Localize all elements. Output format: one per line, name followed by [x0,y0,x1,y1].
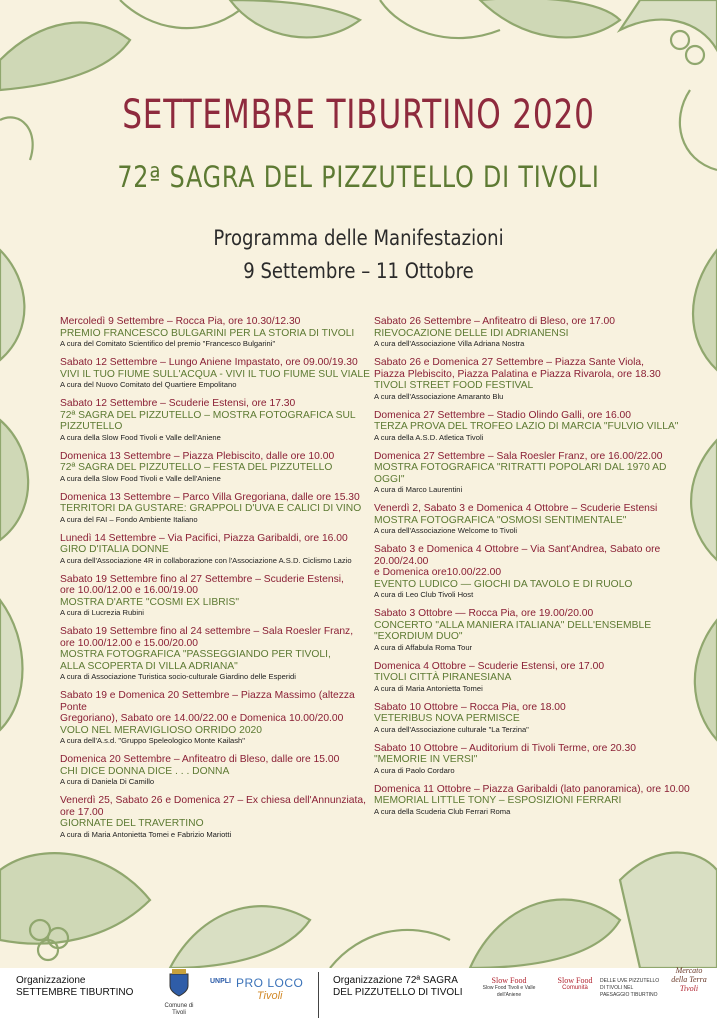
mercato-label-1: Mercato [675,966,703,975]
event-date-location: Domenica 27 Settembre – Stadio Olindo Galli, ore 16.00 [374,409,631,421]
event-title: PREMIO FRANCESCO BULGARINI PER LA STORIA DI TIVOLI [60,327,355,339]
event-date-location: Sabato 12 Settembre – Scuderie Estensi, ore 17.30 [60,398,296,409]
event-date-location: Sabato 26 Settembre – Anfiteatro di Bleso, ore 17.00 [374,316,615,327]
event-organizer: A cura di Maria Antonietta Tomei e Fabrizio Mariotti [60,829,232,839]
footer-organizer-2-name: DEL PIZZUTELLO DI TIVOLI [333,987,463,998]
event-item [60,398,380,443]
event-title: TERRITORI DA GUSTARE: GRAPPOLI D'UVA E CALICI DI VINO [60,503,362,514]
event-date-location: Sabato 19 e Domenica 20 Settembre – Piazza Massimo (altezza Ponte Gregoriano), Sabato ore 14.00/22.00 e Domenica 10.00/20.00 [60,690,355,724]
event-item [374,503,694,536]
proloco-city: Tivoli [256,990,283,1002]
event-item [60,795,380,840]
event-title: TERZA PROVA DEL TROFEO LAZIO DI MARCIA "FULVIO VILLA" [374,421,679,432]
event-item [374,608,694,653]
slowfood-1-sub: Slow Food Tivoli e Valle dell'Aniene [482,985,536,998]
slowfood-2-sub: Comunità [562,985,588,991]
comune-logo [158,968,200,1017]
mercato-terra-logo [664,966,714,993]
event-title: MOSTRA FOTOGRAFICA "OSMOSI SENTIMENTALE" [374,514,627,526]
event-item [374,743,694,776]
event-item [374,357,694,402]
slowfood-1-label: Slow Food [491,976,527,985]
event-title: MOSTRA FOTOGRAFICA "RITRATTI POPOLARI DAL 1970 AD OGGI" [374,462,667,485]
event-item [60,690,380,746]
event-date-location: Sabato 19 Settembre fino al 24 settembre – Sala Roesler Franz, ore 10.00/12.00 e 15.00/20.00 [60,626,354,649]
event-organizer: A cura dell'Associazione Amaranto Blu [374,391,504,401]
footer-organizer-2-label: Organizzazione 72ª SAGRA [333,975,458,986]
event-organizer: A cura di Paolo Cordaro [374,765,455,775]
event-title: VIVI IL TUO FIUME SULL'ACQUA - VIVI IL TUO FIUME SUL VIALE [60,368,370,380]
event-item [374,316,694,349]
event-organizer: A cura di Daniela Di Camillo [60,777,155,786]
program-dates: 9 Settembre – 11 Ottobre [243,259,474,283]
event-date-location: Domenica 4 Ottobre – Scuderie Estensi, ore 17.00 [374,660,605,672]
event-title: RIEVOCAZIONE DELLE IDI ADRIANENSI [374,327,569,339]
slowfood-logo-2 [552,976,598,992]
event-title: VOLO NEL MERAVIGLIOSO ORRIDO 2020 [60,724,262,736]
event-date-location: Sabato 10 Ottobre – Rocca Pia, ore 18.00 [374,701,566,713]
event-item [374,544,694,600]
event-organizer: A cura del FAI – Fondo Ambiente Italiano [60,514,198,524]
event-organizer: A cura del Comitato Scientifico del premio "Francesco Bulgarini" [60,339,276,348]
event-item [374,410,694,443]
event-organizer: A cura della Slow Food Tivoli e Valle dell'Aniene [60,432,221,442]
event-date-location: Domenica 13 Settembre – Parco Villa Gregoriana, dalle ore 15.30 [60,491,360,503]
event-item [60,754,380,787]
page-title: SETTEMBRE TIBURTINO 2020 [122,92,595,138]
event-organizer: A cura dell'Associazione culturale "La Terzina" [374,724,529,734]
event-date-location: Sabato 10 Ottobre – Auditorium di Tivoli Terme, ore 20.30 [374,742,636,754]
event-organizer: A cura di Marco Laurentini [374,485,463,494]
event-date-location: Domenica 13 Settembre – Piazza Plebiscito, dalle ore 10.00 [60,450,335,462]
event-item [60,626,380,682]
proloco-logo [236,976,303,1002]
event-title: MOSTRA FOTOGRAFICA "PASSEGGIANDO PER TIVOLI, ALLA SCOPERTA DI VILLA ADRIANA" [60,649,331,672]
footer-separator [318,972,319,1018]
event-organizer: A cura dell'A.s.d. "Gruppo Speleologico Monte Kailash" [60,736,245,745]
event-organizer: A cura di Maria Antonietta Tomei [374,683,483,693]
event-title: 72ª SAGRA DEL PIZZUTELLO – MOSTRA FOTOGRAFICA SUL PIZZUTELLO [60,409,356,432]
event-item [60,533,380,566]
event-organizer: A cura della Scuderia Club Ferrari Roma [374,806,511,816]
event-organizer: A cura di Leo Club Tivoli Host [374,590,474,599]
event-date-location: Domenica 20 Settembre – Anfiteatro di Bleso, dalle ore 15.00 [60,754,340,765]
event-item [374,702,694,735]
event-organizer: A cura dell'Associazione Welcome to Tivoli [374,526,518,535]
program-title: Programma delle Manifestazioni [213,226,504,250]
event-item [60,316,380,349]
event-organizer: A cura dell'Associazione 4R in collaborazione con l'Associazione A.S.D. Ciclismo Lazio [60,555,352,565]
event-title: TIVOLI CITTÀ PIRANESIANA [374,672,512,683]
event-item [60,357,380,390]
event-item [374,661,694,694]
event-title: TIVOLI STREET FOOD FESTIVAL [374,380,534,391]
event-organizer: A cura della Slow Food Tivoli e Valle dell'Aniene [60,473,221,483]
mercato-label-2: della Terra [671,975,707,984]
event-title: MOSTRA D'ARTE "COSMI EX LIBRIS" [60,596,240,608]
event-title: EVENTO LUDICO — GIOCHI DA TAVOLO E DI RUOLO [374,578,633,590]
event-title: MEMORIAL LITTLE TONY – ESPOSIZIONI FERRARI [374,795,622,806]
event-title: 72ª SAGRA DEL PIZZUTELLO – FESTA DEL PIZZUTELLO [60,462,333,473]
event-date-location: Sabato 19 Settembre fino al 27 Settembre – Scuderie Estensi, ore 10.00/12.00 e 16.00/19.00 [60,573,344,596]
event-organizer: A cura di Lucrezia Rubini [60,608,144,617]
event-date-location: Lunedì 14 Settembre – Via Pacifici, Piazza Garibaldi, ore 16.00 [60,532,348,544]
presidio-label: DELLE UVE PIZZUTELLO DI TIVOLI NEL PAESAGGIO TIBURTINO [600,978,660,998]
events-right-column [374,316,694,825]
event-title: CHI DICE DONNA DICE . . . DONNA [60,765,230,777]
footer-organizer-2 [333,975,462,999]
event-date-location: Sabato 26 e Domenica 27 Settembre – Piazza Sante Viola, Piazza Plebiscito, Piazza Palatina e Piazza Rivarola, ore 18.30 [374,357,661,380]
event-title: CONCERTO "ALLA MANIERA ITALIANA" DELL'ENSEMBLE "EXORDIUM DUO" [374,619,652,642]
mercato-label-3: Tivoli [679,984,699,993]
event-date-location: Sabato 3 Ottobre — Rocca Pia, ore 19.00/20.00 [374,608,594,619]
event-title: GIRO D'ITALIA DONNE [60,544,169,555]
footer-organizer-1 [16,975,133,999]
slowfood-logo-1 [470,976,548,999]
event-date-location: Sabato 12 Settembre – Lungo Aniene Impastato, ore 09.00/19.30 [60,357,358,368]
event-date-location: Venerdì 25, Sabato 26 e Domenica 27 – Ex chiesa dell'Annunziata, ore 17.00 [60,795,366,818]
event-date-location: Domenica 27 Settembre – Sala Roesler Franz, ore 16.00/22.00 [374,450,663,462]
event-item [60,574,380,619]
event-title: GIORNATE DEL TRAVERTINO [60,818,204,829]
event-date-location: Mercoledì 9 Settembre – Rocca Pia, ore 10.30/12.30 [60,316,301,327]
event-organizer: A cura di Affabula Roma Tour [374,642,473,652]
event-organizer: A cura della A.S.D. Atletica Tivoli [374,432,484,442]
event-title: "MEMORIE IN VERSI" [374,754,478,765]
page-subtitle: 72ª SAGRA DEL PIZZUTELLO DI TIVOLI [117,160,600,194]
events-left-column [60,316,380,848]
comune-label: Comune di Tivoli [164,1003,194,1016]
event-title: VETERIBUS NOVA PERMISCE [374,713,520,724]
event-organizer: A cura dell'Associazione Villa Adriana Nostra [374,339,525,348]
slowfood-2-label: Slow Food [557,976,593,985]
event-item [374,784,694,817]
event-organizer: A cura del Nuovo Comitato del Quartiere Empolitano [60,380,237,389]
footer-organizer-1-label: Organizzazione [16,975,86,986]
footer-organizer-1-name: SETTEMBRE TIBURTINO [16,987,134,998]
unpli-logo [210,978,231,985]
presidio-label-block [600,978,660,999]
coat-of-arms-icon [168,968,190,998]
unpli-label: UNPLI [210,978,231,985]
event-item [60,451,380,484]
event-date-location: Sabato 3 e Domenica 4 Ottobre – Via Sant'Andrea, Sabato ore 20.00/24.00 e Domenica ore10.00/22.00 [374,544,661,578]
event-date-location: Venerdì 2, Sabato 3 e Domenica 4 Ottobre – Scuderie Estensi [374,503,658,514]
event-organizer: A cura di Associazione Turistica socio-culturale Giardino delle Esperidi [60,672,296,681]
proloco-label: PRO LOCO [236,976,304,990]
event-date-location: Domenica 11 Ottobre – Piazza Garibaldi (lato panoramica), ore 10.00 [374,783,690,795]
event-item [60,492,380,525]
event-item [374,451,694,496]
